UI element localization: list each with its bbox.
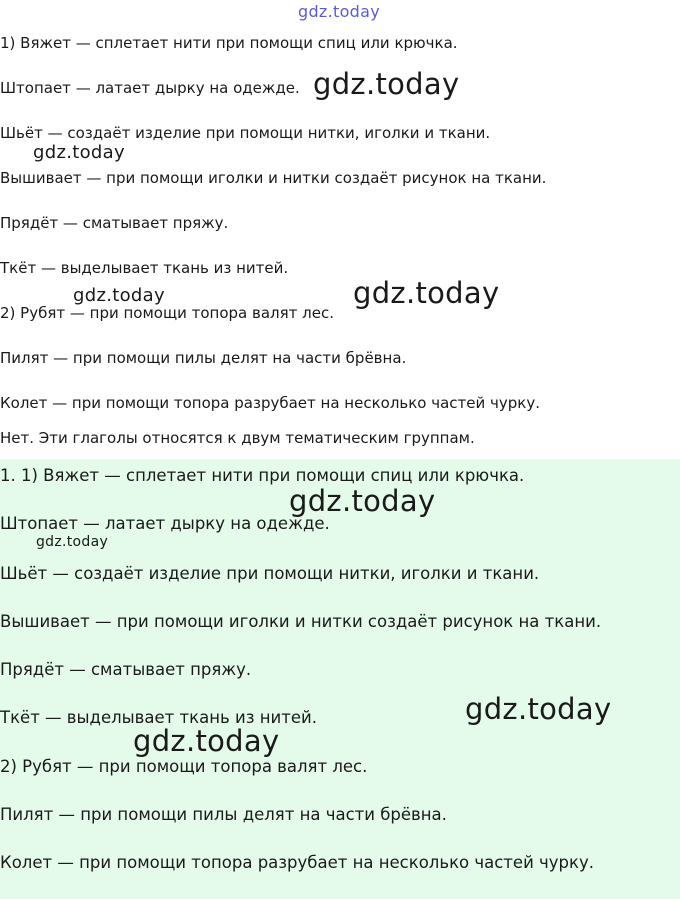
answer-line: 1) Вяжет — сплетает нити при помощи спиц или крючка. [0,34,458,52]
watermark-text: gdz.today [33,142,125,163]
answer-line: 1. 1) Вяжет — сплетает нити при помощи спиц или крючка. [0,466,525,485]
answer-line: Штопает — латает дырку на одежде. [0,79,300,97]
answer-line: Штопает — латает дырку на одежде. [0,514,330,533]
watermark-text: gdz.today [313,67,460,101]
watermark-text: gdz.today [36,534,109,550]
watermark-text: gdz.today [298,2,380,21]
answer-line: Пилят — при помощи пилы делят на части брёвна. [0,349,407,367]
answer-line: Прядёт — сматывает пряжу. [0,660,252,679]
answer-line: Ткёт — выделывает ткань из нитей. [0,708,317,727]
answer-line: Прядёт — сматывает пряжу. [0,214,229,232]
answer-line: Пилят — при помощи пилы делят на части брёвна. [0,805,447,824]
answer-line: Ткёт — выделывает ткань из нитей. [0,259,289,277]
answer-line: Колет — при помощи топора разрубает на несколько частей чурку. [0,394,540,412]
answer-line: 2) Рубят — при помощи топора валят лес. [0,757,368,776]
watermark-text: gdz.today [465,692,612,726]
answer-line: 2) Рубят — при помощи топора валят лес. [0,304,334,322]
answer-line: Вышивает — при помощи иголки и нитки создаёт рисунок на ткани. [0,169,547,187]
answer-line: Колет — при помощи топора разрубает на несколько частей чурку. [0,853,594,872]
conclusion-line: Нет. Эти глаголы относятся к двум тематическим группам. [0,429,475,447]
watermark-text: gdz.today [133,724,280,758]
watermark-text: gdz.today [73,285,165,306]
answer-line: Шьёт — создаёт изделие при помощи нитки, иголки и ткани. [0,124,491,142]
answer-line: Вышивает — при помощи иголки и нитки создаёт рисунок на ткани. [0,612,602,631]
watermark-text: gdz.today [289,484,436,518]
answer-line: Шьёт — создаёт изделие при помощи нитки, иголки и ткани. [0,564,540,583]
watermark-text: gdz.today [353,276,500,310]
